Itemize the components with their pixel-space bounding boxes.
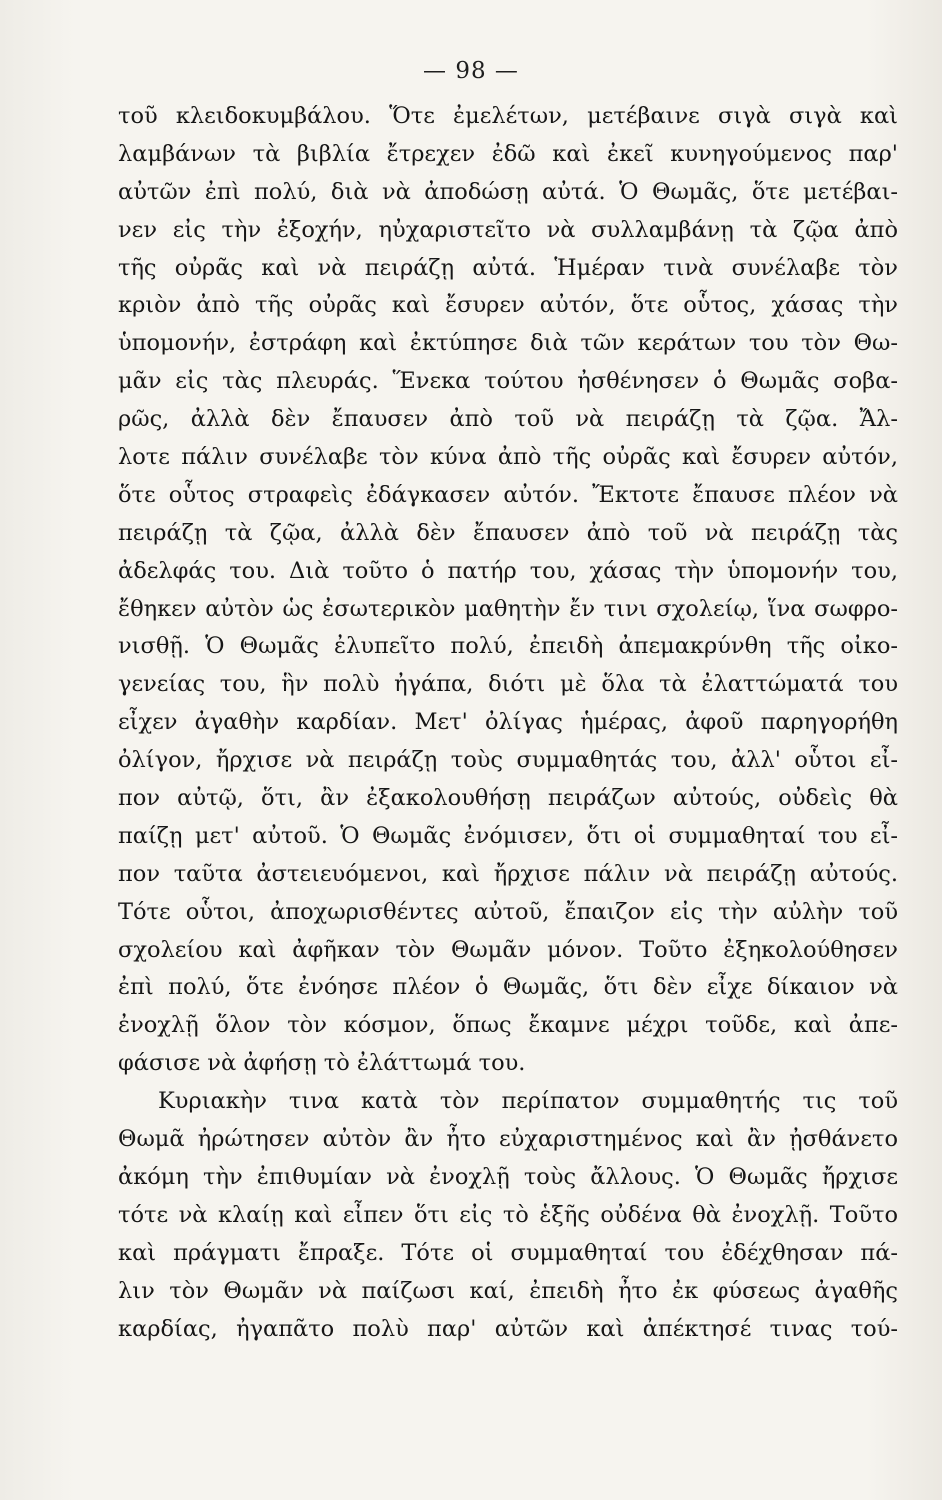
- text-line-19: πον αὐτῷ, ὅτι, ἂν ἐξακολουθήσῃ πειράζων αὐτούς, οὐδεὶς θὰ: [118, 785, 898, 812]
- text-line-2: λαμβάνων τὰ βιβλία ἔτρεχεν ἐδῶ καὶ ἐκεῖ κυνηγούμενος παρ': [118, 140, 898, 167]
- text-line-14: ἔθηκεν αὐτὸν ὡς ἐσωτερικὸν μαθητὴν ἔν τινι σχολείῳ, ἵνα σωφρο-: [118, 595, 898, 622]
- text-line-33: καρδίας, ἠγαπᾶτο πολὺ παρ' αὐτῶν καὶ ἀπέκτησέ τινας τού-: [118, 1315, 898, 1342]
- text-line-17: εἶχεν ἀγαθὴν καρδίαν. Μετ' ὀλίγας ἡμέρας, ἀφοῦ παρηγορήθη: [118, 709, 898, 736]
- text-line-31: καὶ πράγματι ἔπραξε. Τότε οἱ συμμαθηταί του ἐδέχθησαν πά-: [118, 1239, 898, 1266]
- text-line-22: Τότε οὗτοι, ἀποχωρισθέντες αὐτοῦ, ἔπαιζον εἰς τὴν αὐλὴν τοῦ: [118, 898, 898, 925]
- text-line-28: Θωμᾶ ἠρώτησεν αὐτὸν ἂν ἦτο εὐχαριστημένος καὶ ἂν ᾐσθάνετο: [118, 1126, 898, 1153]
- text-line-20: παίζῃ μετ' αὐτοῦ. Ὁ Θωμᾶς ἐνόμισεν, ὅτι οἱ συμμαθηταί του εἶ-: [118, 822, 898, 849]
- text-line-13: ἀδελφάς του. Διὰ τοῦτο ὁ πατήρ του, χάσας τὴν ὑπομονήν του,: [118, 557, 898, 584]
- text-line-24: ἐπὶ πολύ, ὅτε ἐνόησε πλέον ὁ Θωμᾶς, ὅτι δὲν εἶχε δίκαιον νὰ: [118, 974, 898, 1001]
- text-line-21: πον ταῦτα ἀστειευόμενοι, καὶ ἤρχισε πάλιν νὰ πειράζῃ αὐτούς.: [118, 860, 898, 887]
- text-line-29: ἀκόμη τὴν ἐπιθυμίαν νὰ ἐνοχλῇ τοὺς ἄλλους. Ὁ Θωμᾶς ἤρχισε: [118, 1163, 898, 1190]
- text-line-10: λοτε πάλιν συνέλαβε τὸν κύνα ἀπὸ τῆς οὐρᾶς καὶ ἔσυρεν αὐτόν,: [118, 444, 898, 471]
- text-line-7: ὑπομονήν, ἐστράφη καὶ ἐκτύπησε διὰ τῶν κεράτων του τὸν Θω-: [118, 330, 898, 357]
- page-number: — 98 —: [423, 58, 519, 84]
- text-line-4: νεν εἰς τὴν ἐξοχήν, ηὐχαριστεῖτο νὰ συλλαμβάνῃ τὰ ζῷα ἀπὸ: [118, 216, 898, 243]
- text-line-18: ὀλίγον, ἤρχισε νὰ πειράζῃ τοὺς συμμαθητάς του, ἀλλ' οὗτοι εἶ-: [118, 747, 898, 774]
- text-line-32: λιν τὸν Θωμᾶν νὰ παίζωσι καί, ἐπειδὴ ἦτο ἐκ φύσεως ἀγαθῆς: [118, 1277, 898, 1304]
- text-line-12: πειράζῃ τὰ ζῷα, ἀλλὰ δὲν ἔπαυσεν ἀπὸ τοῦ νὰ πειράζῃ τὰς: [118, 519, 898, 546]
- text-line-3: αὐτῶν ἐπὶ πολύ, διὰ νὰ ἀποδώσῃ αὐτά. Ὁ Θωμᾶς, ὅτε μετέβαι-: [118, 178, 898, 205]
- text-line-25: ἐνοχλῇ ὅλον τὸν κόσμον, ὅπως ἔκαμνε μέχρι τοῦδε, καὶ ἀπε-: [118, 1012, 898, 1039]
- text-line-27: Κυριακὴν τινα κατὰ τὸν περίπατον συμμαθητής τις τοῦ: [158, 1088, 898, 1115]
- text-line-1: τοῦ κλειδοκυμβάλου. Ὅτε ἐμελέτων, μετέβαινε σιγὰ σιγὰ καὶ: [118, 103, 898, 129]
- text-line-6: κριὸν ἀπὸ τῆς οὐρᾶς καὶ ἔσυρεν αὐτόν, ὅτε οὗτος, χάσας τὴν: [118, 292, 898, 319]
- text-line-23: σχολείου καὶ ἀφῆκαν τὸν Θωμᾶν μόνον. Τοῦτο ἐξηκολούθησεν: [118, 936, 898, 963]
- text-line-8: μᾶν εἰς τὰς πλευράς. Ἕνεκα τούτου ἠσθένησεν ὁ Θωμᾶς σοβα-: [118, 368, 898, 395]
- text-line-16: γενείας του, ἣν πολὺ ἠγάπα, διότι μὲ ὅλα τὰ ἐλαττώματά του: [118, 671, 898, 698]
- body-text: [118, 98, 898, 1348]
- text-line-5: τῆς οὐρᾶς καὶ νὰ πειράζῃ αὐτά. Ἡμέραν τινὰ συνέλαβε τὸν: [118, 254, 898, 281]
- text-line-11: ὅτε οὗτος στραφεὶς ἐδάγκασεν αὐτόν. Ἔκτοτε ἔπαυσε πλέον νὰ: [118, 481, 898, 508]
- text-line-30: τότε νὰ κλαίῃ καὶ εἶπεν ὅτι εἰς τὸ ἑξῆς οὐδένα θὰ ἐνοχλῇ. Τοῦτο: [118, 1201, 898, 1228]
- text-line-9: ρῶς, ἀλλὰ δὲν ἔπαυσεν ἀπὸ τοῦ νὰ πειράζῃ τὰ ζῷα. Ἄλ-: [118, 406, 898, 433]
- text-line-26: φάσισε νὰ ἀφήσῃ τὸ ἐλάττωμά του.: [118, 1050, 526, 1077]
- text-line-15: νισθῇ. Ὁ Θωμᾶς ἐλυπεῖτο πολύ, ἐπειδὴ ἀπεμακρύνθη τῆς οἰκο-: [118, 633, 898, 660]
